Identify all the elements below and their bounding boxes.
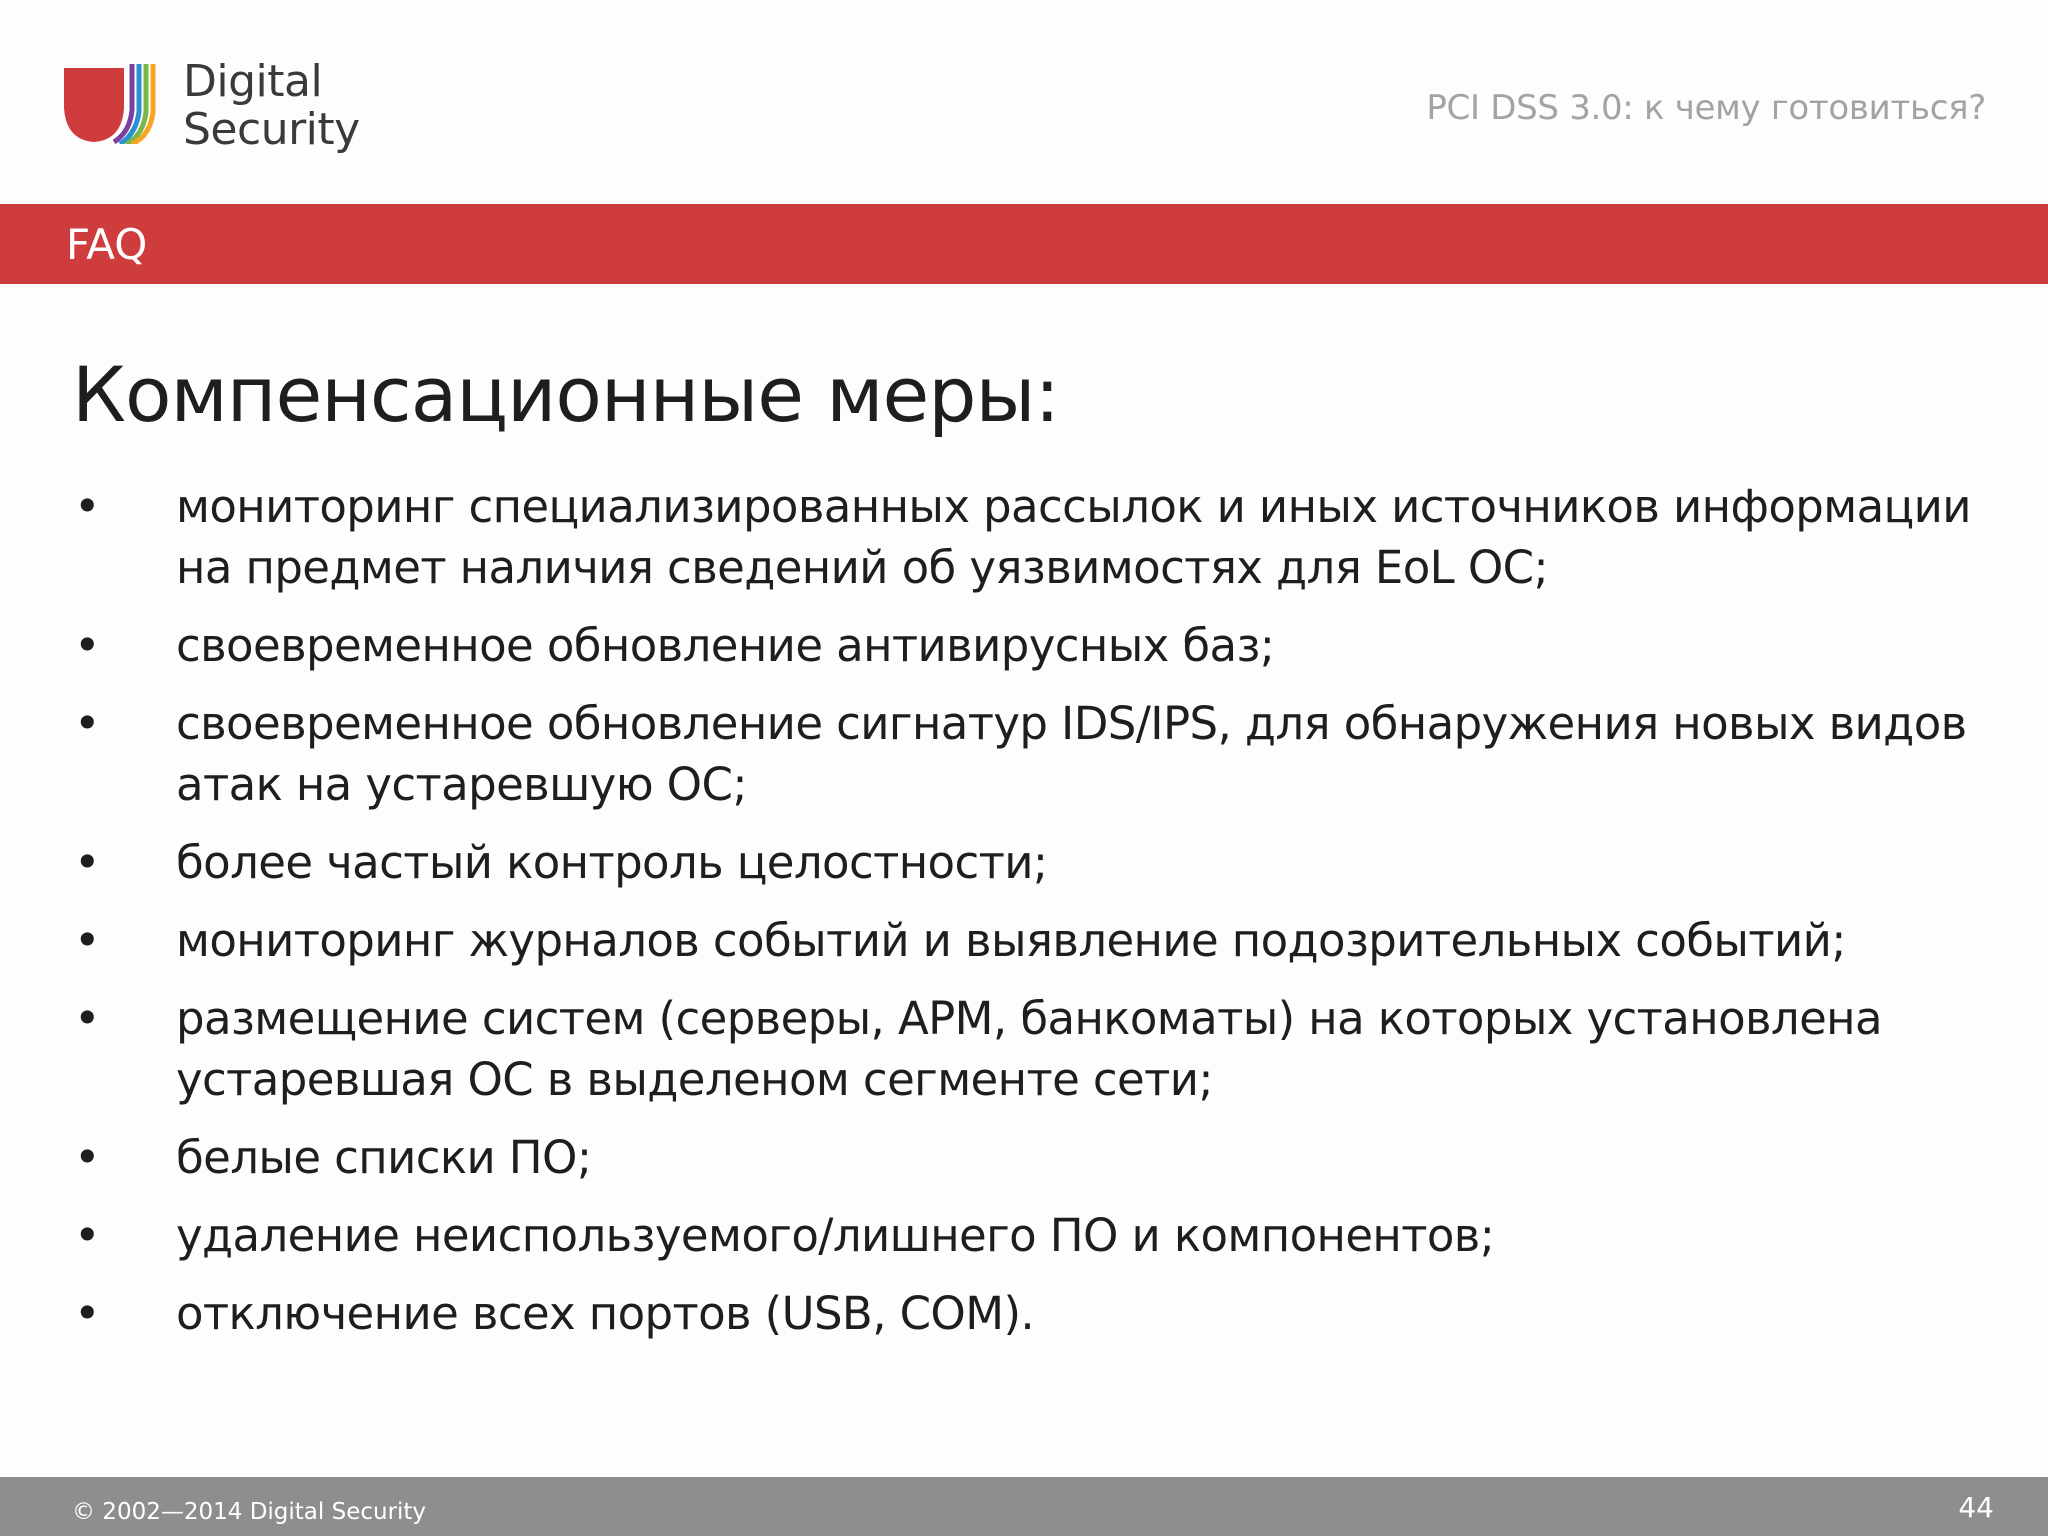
bullet-item xyxy=(72,615,1972,676)
bullet-text: удаление неиспользуемого/лишнего ПО и компонентов; xyxy=(176,1209,1495,1262)
bullet-item xyxy=(72,693,1972,815)
bullet-item xyxy=(72,1205,1972,1266)
bullet-text: отключение всех портов (USB, COM). xyxy=(176,1287,1035,1340)
bullet-text: более частый контроль целостности; xyxy=(176,836,1048,889)
digital-security-logo xyxy=(62,58,362,158)
bullet-text: мониторинг журналов событий и выявление подозрительных событий; xyxy=(176,914,1846,967)
section-bar xyxy=(0,204,2048,284)
bullet-text: мониторинг специализированных рассылок и иных источников информации на предмет наличия сведений об уязвимостях для EoL ОС; xyxy=(176,480,1971,594)
page-number: 44 xyxy=(1958,1491,1994,1524)
logo-line-1: Digital xyxy=(183,56,323,107)
bullet-text: размещение систем (серверы, АРМ, банкоматы) на которых установлена устаревшая ОС в выделеном сегменте сети; xyxy=(176,992,1882,1106)
bullet-item xyxy=(72,1127,1972,1188)
bullet-item xyxy=(72,988,1972,1110)
bullet-icon: • xyxy=(74,480,100,533)
footer xyxy=(0,1477,2048,1536)
bullet-item xyxy=(72,910,1972,971)
bullet-item xyxy=(72,476,1972,598)
bullet-icon: • xyxy=(74,836,100,889)
presentation-title: PCI DSS 3.0: к чему готовиться? xyxy=(1426,88,1986,128)
bullet-icon: • xyxy=(74,1131,100,1184)
bullet-icon: • xyxy=(74,1287,100,1340)
copyright-text: © 2002—2014 Digital Security xyxy=(72,1499,427,1525)
bullet-text: своевременное обновление антивирусных баз; xyxy=(176,619,1275,672)
bullet-list xyxy=(72,476,1972,1361)
shield-logo-icon xyxy=(62,62,168,144)
logo-wordmark xyxy=(183,58,360,154)
section-label: FAQ xyxy=(66,220,148,269)
bullet-text: своевременное обновление сигнатур IDS/IPS, для обнаружения новых видов атак на устаревшую ОС; xyxy=(176,697,1967,811)
bullet-item xyxy=(72,1283,1972,1344)
slide-heading: Компенсационные меры: xyxy=(72,350,1060,439)
logo-line-2: Security xyxy=(183,104,360,155)
bullet-icon: • xyxy=(74,1209,100,1262)
bullet-item xyxy=(72,832,1972,893)
bullet-icon: • xyxy=(74,992,100,1045)
bullet-text: белые списки ПО; xyxy=(176,1131,592,1184)
bullet-icon: • xyxy=(74,619,100,672)
bullet-icon: • xyxy=(74,914,100,967)
bullet-icon: • xyxy=(74,697,100,750)
